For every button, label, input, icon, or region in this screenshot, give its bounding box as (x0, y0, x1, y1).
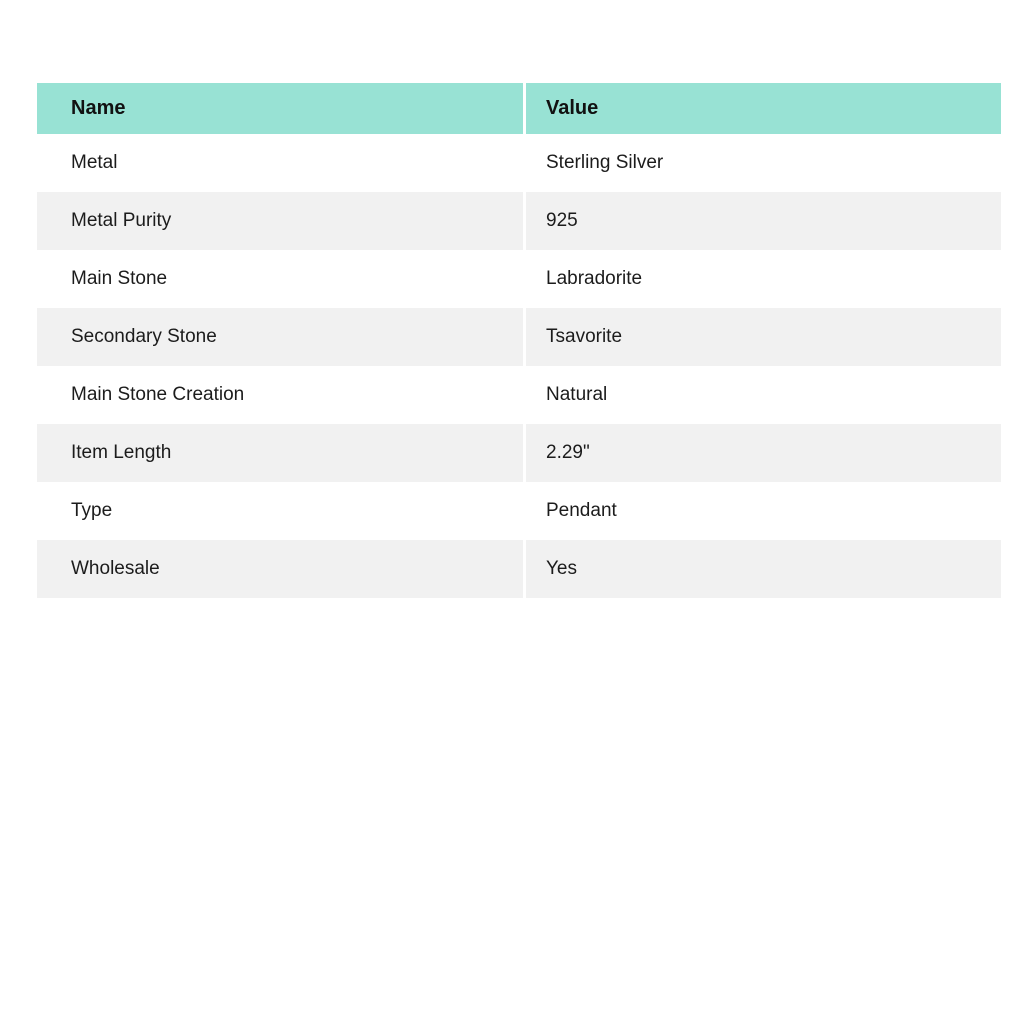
table-body (37, 134, 1001, 598)
row-name-cell: Wholesale (71, 558, 160, 579)
product-spec-table (37, 83, 1001, 598)
column-header-value: Value (523, 83, 1001, 134)
row-name-cell: Item Length (71, 442, 172, 463)
table-row (37, 308, 1001, 366)
row-name-cell: Main Stone Creation (71, 384, 245, 405)
row-name-cell: Metal Purity (71, 210, 172, 231)
table-row (37, 424, 1001, 482)
column-header-name: Name (71, 97, 126, 119)
row-value-cell: Pendant (523, 482, 1001, 540)
row-name-cell: Secondary Stone (71, 326, 217, 347)
row-value-cell: 925 (523, 192, 1001, 250)
table-row (37, 250, 1001, 308)
row-value-cell: 2.29" (523, 424, 1001, 482)
table-header-row (37, 83, 1001, 134)
row-value-cell: Sterling Silver (523, 134, 1001, 192)
row-value-cell: Yes (523, 540, 1001, 598)
row-name-cell: Main Stone (71, 268, 168, 289)
row-value-cell: Tsavorite (523, 308, 1001, 366)
table-row (37, 134, 1001, 192)
row-name-cell: Metal (71, 152, 118, 173)
row-value-cell: Labradorite (523, 250, 1001, 308)
table-row (37, 540, 1001, 598)
row-value-cell: Natural (523, 366, 1001, 424)
table-row (37, 192, 1001, 250)
table-row (37, 366, 1001, 424)
table-row (37, 482, 1001, 540)
row-name-cell: Type (71, 500, 113, 521)
